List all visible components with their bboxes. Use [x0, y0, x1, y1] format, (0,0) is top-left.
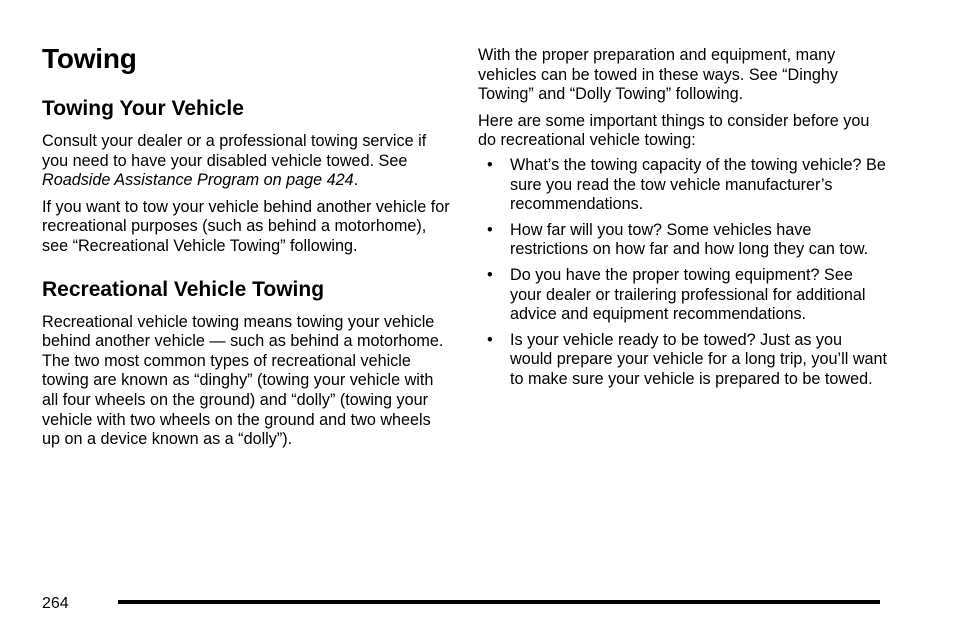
paragraph-text-end: .	[353, 171, 359, 190]
footer-rule	[118, 600, 880, 604]
bullet-icon: •	[487, 330, 493, 349]
paragraph-preparation: With the proper preparation and equipment, many vehicles can be towed in these ways. See “Dinghy Towing” and “Dolly Towing” following.	[478, 46, 838, 104]
list-item	[478, 221, 888, 260]
paragraph-text: Consult your dealer or a professional towing service if you need to have your disabled vehicle towed. See	[42, 132, 427, 170]
paragraph-considerations-intro: Here are some important things to consider before you do recreational vehicle towing:	[478, 111, 870, 150]
list-item-text: Is your vehicle ready to be towed? Just as you would prepare your vehicle for a long trip, you’ll want to make sure your vehicle is prepared to be towed.	[510, 330, 888, 388]
bullet-icon: •	[487, 155, 493, 174]
page-title: Towing	[42, 43, 137, 74]
bullet-icon: •	[487, 265, 493, 284]
list-item	[478, 156, 888, 215]
left-column	[42, 42, 452, 450]
bullet-icon: •	[487, 220, 493, 239]
page-number: 264	[42, 595, 69, 612]
paragraph-recreational-purposes: If you want to tow your vehicle behind another vehicle for recreational purposes (such as behind a motorhome), see “Recreational Vehicle Towing” following.	[42, 197, 450, 255]
paragraph-recreational-towing-definition: Recreational vehicle towing means towing your vehicle behind another vehicle — such as behind a motorhome. The two most common types of recreational vehicle towing are known as “dinghy” (towing your vehicle with all four wheels on the ground) and “dolly” (towing your vehicle with two wheels on the ground and two wheels up on a device known as a “dolly”).	[42, 312, 444, 449]
list-item-text: What’s the towing capacity of the towing vehicle? Be sure you read the tow vehicle manufacturer’s recommendations.	[510, 155, 886, 214]
section-heading-towing-your-vehicle: Towing Your Vehicle	[42, 97, 244, 120]
list-item-text: How far will you tow? Some vehicles have restrictions on how far and how long they can tow.	[510, 220, 869, 259]
cross-reference: Roadside Assistance Program on page 424	[42, 171, 354, 190]
section-heading-recreational-vehicle-towing: Recreational Vehicle Towing	[42, 277, 325, 301]
paragraph-consult-dealer	[42, 132, 452, 191]
list-item	[478, 266, 888, 325]
list-item-text: Do you have the proper towing equipment? See your dealer or trailering professional for additional advice and equipment recommendations.	[510, 265, 866, 324]
considerations-list	[478, 156, 888, 390]
right-column	[478, 46, 888, 396]
list-item	[478, 331, 888, 390]
